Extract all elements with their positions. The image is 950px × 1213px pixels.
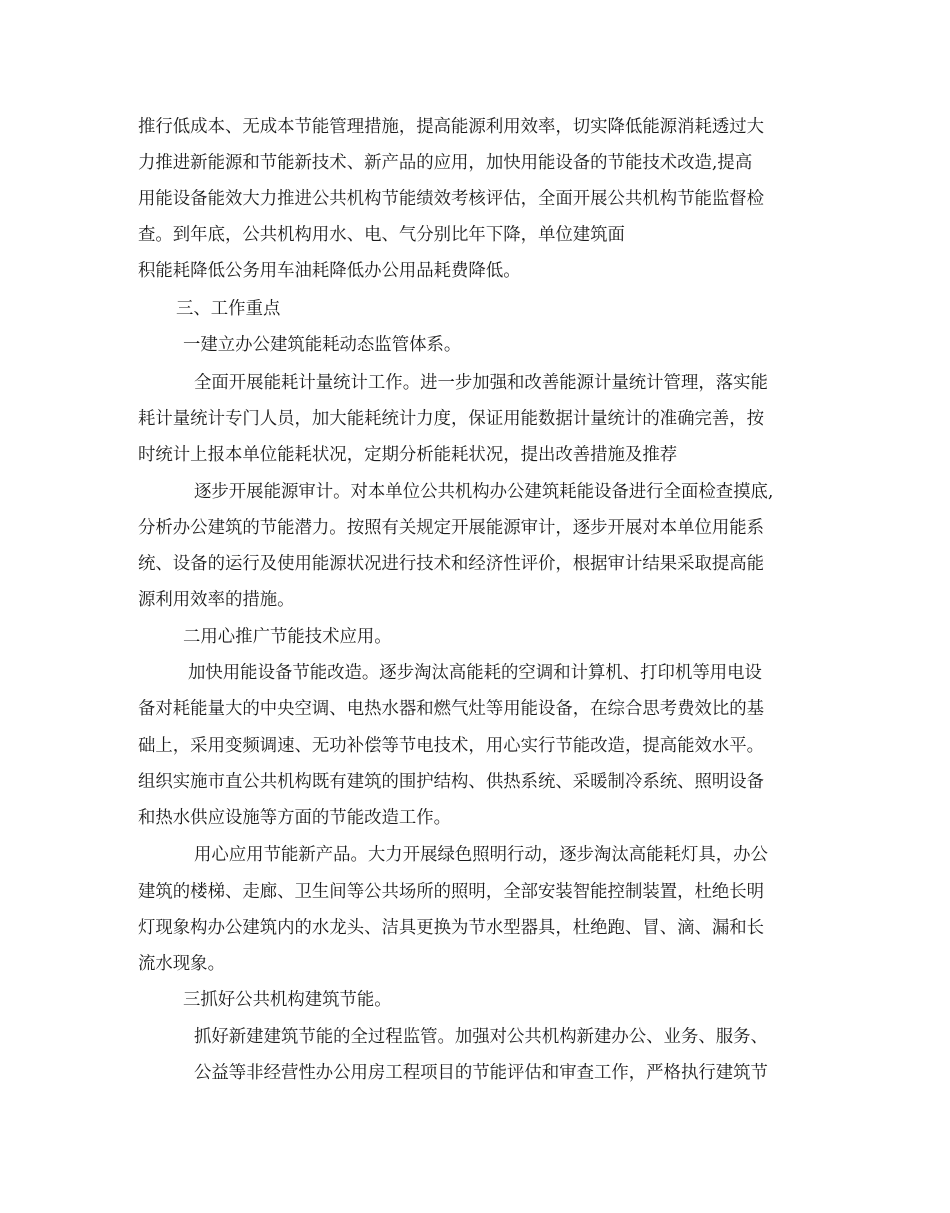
text-line: 推行低成本、无成本节能管理措施，提高能源利用效率，切实降低能源消耗透过大: [138, 117, 765, 137]
text-line: 流水现象。: [138, 954, 225, 974]
text-line: 统、设备的运行及使用能源状况进行技术和经济性评价，根据审计结果采取提高能: [138, 554, 765, 574]
text-line: 源利用效率的措施。: [138, 590, 295, 610]
section-heading: 三、工作重点: [176, 299, 281, 319]
text-line: 积能耗降低公务用车油耗降低办公用品耗费降低。: [138, 261, 521, 281]
text-line: 逐步开展能源审计。对本单位公共机构办公建筑耗能设备进行全面检查摸底,: [194, 482, 774, 502]
text-line: 备对耗能量大的中央空调、电热水器和燃气灶等用能设备，在综合思考费效比的基: [138, 699, 765, 719]
text-line: 和热水供应设施等方面的节能改造工作。: [138, 808, 452, 828]
text-line: 公益等非经营性办公用房工程项目的节能评估和审查工作，严格执行建筑节: [194, 1063, 768, 1083]
subsection-heading: 二用心推广节能技术应用。: [183, 627, 392, 647]
text-line: 组织实施市直公共机构既有建筑的围护结构、供热系统、采暖制冷系统、照明设备: [138, 772, 765, 792]
text-line: 用能设备能效大力推进公共机构节能绩效考核评估，全面开展公共机构节能监督检: [138, 189, 765, 209]
text-line: 全面开展能耗计量统计工作。进一步加强和改善能源计量统计管理，落实能: [194, 373, 768, 393]
subsection-heading: 一建立办公建筑能耗动态监管体系。: [183, 335, 462, 355]
text-line: 建筑的楼梯、走廊、卫生间等公共场所的照明，全部安装智能控制装置，杜绝长明: [138, 882, 765, 902]
text-line: 耗计量统计专门人员，加大能耗统计力度，保证用能数据计量统计的准确完善，按: [138, 409, 765, 429]
text-line: 力推进新能源和节能新技术、新产品的应用，加快用能设备的节能技术改造,提高: [138, 153, 753, 173]
text-line: 分析办公建筑的节能潜力。按照有关规定开展能源审计，逐步开展对本单位用能系: [138, 518, 765, 538]
text-line: 时统计上报本单位能耗状况，定期分析能耗状况，提出改善措施及推荐: [138, 445, 678, 465]
text-line: 查。到年底，公共机构用水、电、气分别比年下降，单位建筑面: [138, 225, 625, 245]
text-line: 灯现象构办公建筑内的水龙头、洁具更换为节水型器具，杜绝跑、冒、滴、漏和长: [138, 918, 765, 938]
subsection-heading: 三抓好公共机构建筑节能。: [183, 990, 392, 1010]
text-line: 础上，采用变频调速、无功补偿等节电技术，用心实行节能改造，提高能效水平。: [138, 736, 765, 756]
text-line: 加快用能设备节能改造。逐步淘汰高能耗的空调和计算机、打印机等用电设: [188, 663, 762, 683]
text-line: 抓好新建建筑节能的全过程监管。加强对公共机构新建办公、业务、服务、: [194, 1027, 768, 1047]
text-line: 用心应用节能新产品。大力开展绿色照明行动，逐步淘汰高能耗灯具，办公: [194, 845, 768, 865]
